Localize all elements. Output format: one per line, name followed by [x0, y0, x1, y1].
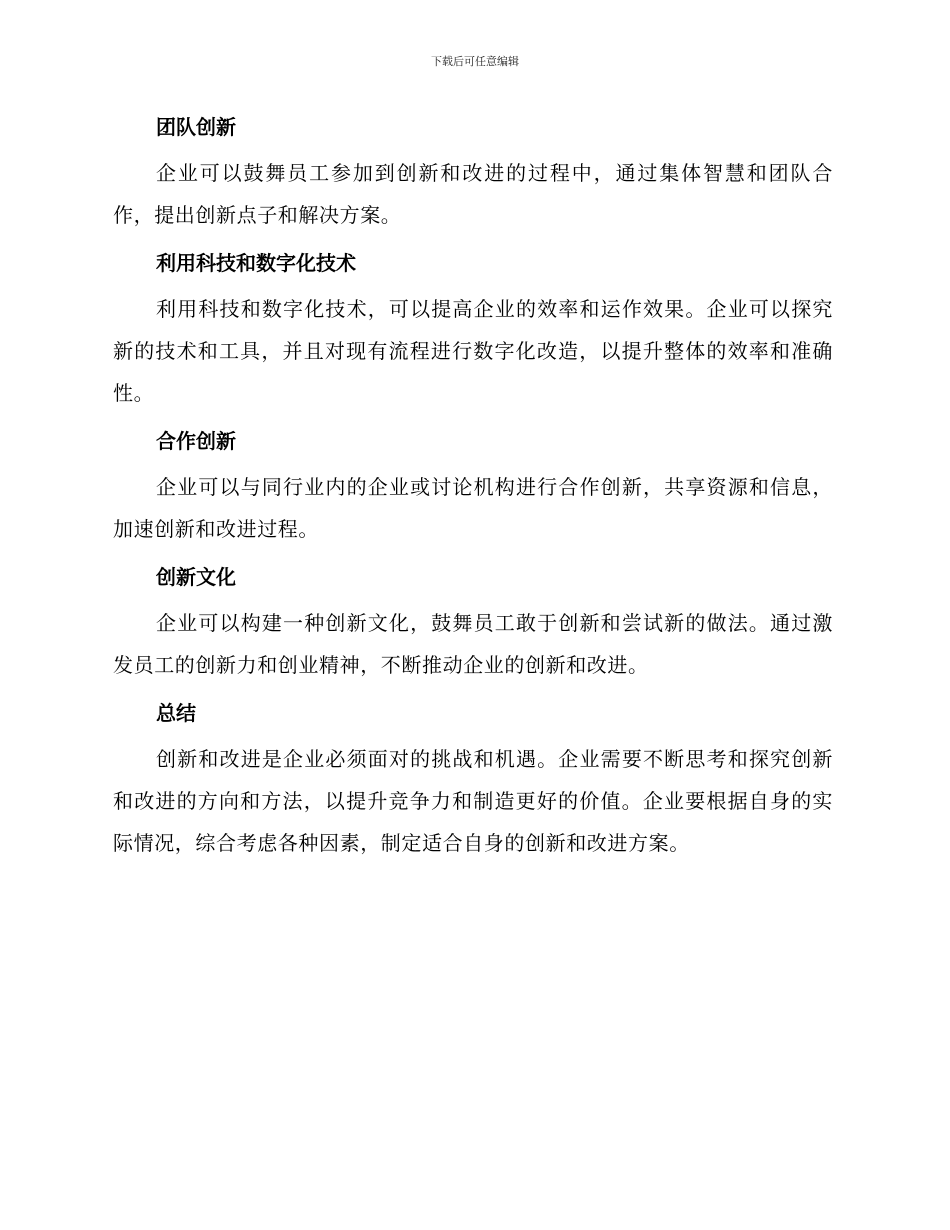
document-content: [113, 108, 833, 872]
section-paragraph: 创新和改进是企业必须面对的挑战和机遇。企业需要不断思考和探究创新和改进的方向和方法，以提升竞争力和制造更好的价值。企业要根据自身的实际情况，综合考虑各种因素，制定适合自身的创新和改进方案。: [113, 747, 833, 855]
section-heading: 总结: [156, 701, 196, 725]
section-team-innovation: [113, 108, 833, 236]
page-header: 下载后可任意编辑: [431, 55, 519, 68]
section-paragraph: 企业可以与同行业内的企业或讨论机构进行合作创新，共享资源和信息，加速创新和改进过程。: [113, 475, 833, 541]
section-paragraph: 利用科技和数字化技术，可以提高企业的效率和运作效果。企业可以探究新的技术和工具，并且对现有流程进行数字化改造，以提升整体的效率和准确性。: [113, 297, 833, 405]
section-heading: 合作创新: [156, 429, 236, 453]
section-heading: 创新文化: [156, 565, 236, 589]
section-heading: 团队创新: [156, 115, 236, 139]
section-technology-digitalization: [113, 244, 833, 414]
section-heading: 利用科技和数字化技术: [156, 251, 356, 275]
section-paragraph: 企业可以鼓舞员工参加到创新和改进的过程中，通过集体智慧和团队合作，提出创新点子和解决方案。: [113, 161, 833, 227]
section-cooperative-innovation: [113, 422, 833, 550]
section-innovation-culture: [113, 558, 833, 686]
section-summary: [113, 694, 833, 864]
section-paragraph: 企业可以构建一种创新文化，鼓舞员工敢于创新和尝试新的做法。通过激发员工的创新力和创业精神，不断推动企业的创新和改进。: [113, 611, 833, 677]
